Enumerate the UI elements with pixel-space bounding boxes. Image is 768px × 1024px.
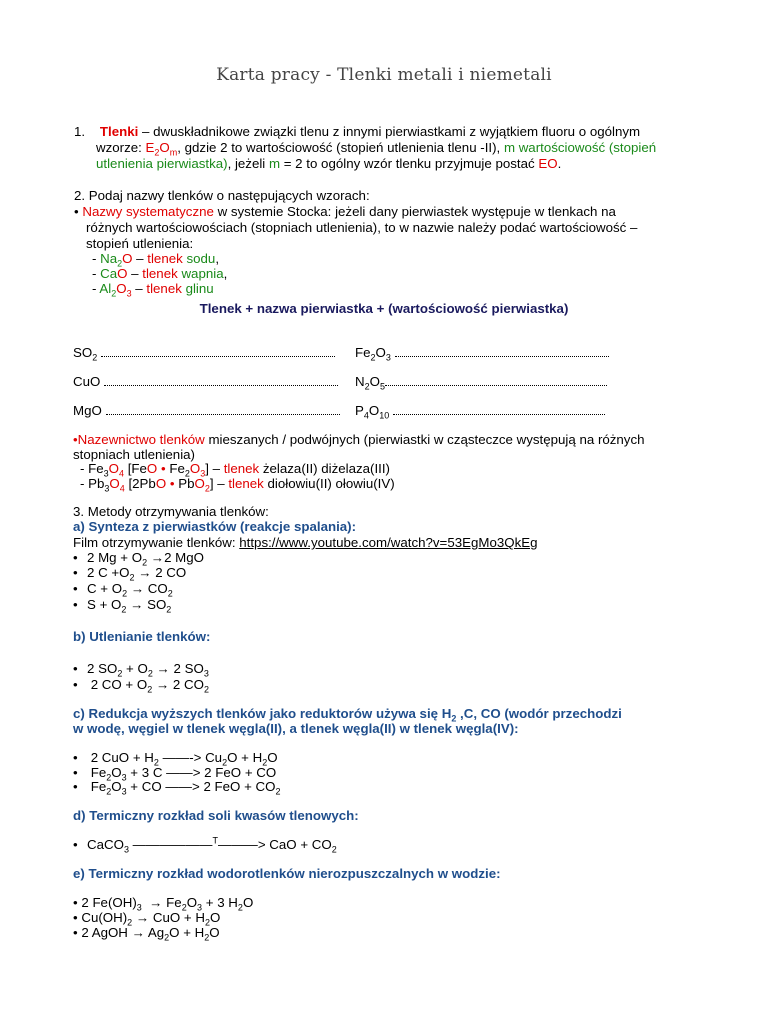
m-symbol: m — [268, 156, 281, 171]
section-3-heading: 3. Metody otrzymywania tlenków: — [73, 504, 269, 519]
element-name: wapnia — [181, 266, 224, 281]
reaction-c1: • 2 CuO + $H_2$ ——-> $Cu_2O + H_2O$ — [73, 750, 278, 768]
example-na2o: - $Na_2O$ – tlenek sodu, — [92, 251, 220, 269]
definition-text: – dwuskładnikowe związki tlenu z innymi pierwiastkami z wyjątkiem fluoru o ogólnym — [138, 124, 641, 139]
method-b-title: b) Utlenianie tlenków: — [73, 629, 211, 644]
element-name: sodu — [186, 251, 216, 266]
mixed-label: Nazewnictwo tlenków — [77, 432, 205, 447]
bullet: • — [73, 432, 78, 447]
formula-EO: EO — [538, 156, 558, 171]
sub: 2 — [111, 288, 117, 299]
text: wzorze: — [96, 140, 146, 155]
reaction-c2: • $Fe_2O_3 + 3$ C ——> 2 FeO + CO — [73, 765, 277, 783]
reaction-a1: • 2 $Mg + O_2 \to 2$ MgO — [73, 550, 204, 568]
oxygen: O — [117, 266, 128, 281]
text: mieszanych / podwójnych (pierwiastki w cząsteczce występują na różnych — [204, 432, 645, 447]
reaction-b2: • 2 CO + $O_2 \to 2$ $CO_2$ — [73, 677, 209, 695]
stock-rule-line3: stopień utlenienia: — [86, 236, 194, 251]
reaction-a2: • 2 $C +O_2 \to 2$ CO — [73, 565, 187, 583]
answer-blank[interactable] — [385, 374, 607, 386]
formula-sub: m — [169, 147, 178, 158]
answer-blank[interactable] — [101, 345, 335, 357]
section-2-heading: 2. Podaj nazwy tlenków o następujących wzorach: — [74, 188, 370, 203]
pb3o4-name: diołowiu(II) ołowiu(IV) — [267, 476, 395, 491]
section-1-number: 1. — [74, 124, 86, 139]
element: Al — [99, 281, 112, 296]
formula-so2: $SO_2$ — [73, 345, 335, 361]
method-e-title: e) Termiczny rozkład wodorotlenków nierozpuszczalnych w wodzie: — [73, 866, 501, 881]
example-cao: - CaO – tlenek wapnia, — [92, 266, 228, 281]
example-pb3o4: - $Pb_3O_4$ [2PbO • PbO$_2$] – tlenek diołowiu(II) ołowiu(IV) — [80, 476, 395, 494]
answer-blank[interactable] — [393, 403, 605, 415]
text: ,C, CO (wodór przechodzi — [456, 706, 622, 721]
oxygen: O — [122, 251, 133, 266]
bullet: • — [74, 204, 79, 219]
text: . — [557, 156, 562, 171]
formula-fe2o3: $Fe_2O_3$ — [355, 345, 609, 361]
term-tlenki: Tlenki — [99, 124, 139, 139]
stock-rule-line1 — [74, 204, 694, 220]
example-al2o3: - $Al_2O_3$ – tlenek glinu — [92, 281, 214, 299]
m-definition: m wartościowość (stopień — [503, 140, 657, 155]
text: , jeżeli — [227, 156, 269, 171]
word-tlenek: tlenek — [147, 251, 183, 266]
method-a-title: a) Synteza z pierwiastków (reakcje spalania): — [73, 519, 357, 534]
section-1-line3 — [96, 156, 696, 172]
oxygen: O — [116, 281, 127, 296]
answer-blank[interactable] — [104, 374, 338, 386]
sub: 3 — [126, 288, 132, 299]
method-c-title-cont: w wodę, węgiel w tlenek węgla(II), a tlenek węgla(II) w tlenek węgla(IV): — [73, 721, 519, 736]
method-c-title: c) Redukcja wyższych tlenków jako reduktorów używa się $H_2$ ,C, CO (wodór przechodzi — [73, 706, 622, 724]
answer-blank[interactable] — [395, 345, 609, 357]
example-fe3o4: - $Fe_3O_4$ [FeO • $Fe_2O_3$] – tlenek żelaza(II) diżelaza(III) — [80, 461, 390, 479]
word-tlenek: tlenek — [142, 266, 178, 281]
m-definition-cont: utlenienia pierwiastka) — [96, 156, 228, 171]
film-link[interactable]: https://www.youtube.com/watch?v=53EgMo3QkEg — [239, 535, 538, 550]
mixed-oxides-line1 — [73, 432, 694, 448]
fe3o4-name: żelaza(II) diżelaza(III) — [262, 461, 390, 476]
reaction-a4: • $S + O_2 \to SO_2$ — [73, 597, 172, 615]
section-1 — [74, 124, 694, 140]
naming-rule: Tlenek + nazwa pierwiastka + (wartościowość pierwiastka) — [199, 301, 569, 316]
reaction-c3: • $Fe_2O_3$ + CO ——> 2 FeO + $CO_2$ — [73, 779, 281, 797]
method-d-title: d) Termiczny rozkład soli kwasów tlenowych: — [73, 808, 359, 823]
word-tlenek: tlenek — [146, 281, 182, 296]
systematic-names: Nazwy systematyczne — [82, 204, 214, 219]
page-title: Karta pracy - Tlenki metali i niemetali — [216, 65, 552, 85]
reaction-e2: • $Cu(OH)_2$ → CuO + $H_2O$ — [73, 910, 221, 928]
answer-blank[interactable] — [106, 403, 340, 415]
formula-E: E — [145, 140, 155, 155]
mixed-oxides-line2: stopniach utlenienia) — [73, 447, 195, 462]
reaction-b1: • 2 $SO_2 + O_2 \to 2$ $SO_3$ — [73, 661, 209, 679]
stock-rule-line2: różnych wartościowościach (stopniach utlenienia), to w nazwie należy podać wartościowość – — [86, 220, 638, 235]
text: w systemie Stocka: jeżeli dany pierwiastek występuje w tlenkach na — [213, 204, 616, 219]
text: = 2 to ogólny wzór tlenku przyjmuje postać — [280, 156, 539, 171]
formula-cuo: CuO — [73, 374, 338, 390]
formula-O: O — [159, 140, 170, 155]
element-name: glinu — [185, 281, 214, 296]
text: c) Redukcja wyższych tlenków jako reduktorów używa się H — [73, 706, 452, 721]
reaction-d1: • CaCO$_3$ ——————$^T$———> CaO + $CO_2$ — [73, 835, 337, 855]
formula-sub: 2 — [154, 147, 160, 158]
element: Na — [100, 251, 118, 266]
reaction-e1: • 2 $Fe(OH)_3 \to Fe_2O_3 + 3$ $H_2O$ — [73, 895, 254, 913]
formula-mgo: MgO — [73, 403, 340, 419]
formula-n2o5: $N_2O_5$ — [355, 374, 607, 390]
reaction-e3: • 2 AgOH → $Ag_2O + H_2O$ — [73, 925, 220, 943]
film-label: Film otrzymywanie tlenków: — [73, 535, 240, 550]
formula-p4o10: $P_4O_{10}$ — [355, 403, 605, 419]
reaction-a3: • $C + O_2 \to CO_2$ — [73, 581, 173, 599]
section-1-line2 — [96, 140, 696, 156]
text: , gdzie 2 to wartościowość (stopień utlenienia tlenu -II), — [177, 140, 504, 155]
film-line — [73, 535, 538, 551]
sub: 2 — [117, 258, 123, 269]
element: Ca — [100, 266, 118, 281]
